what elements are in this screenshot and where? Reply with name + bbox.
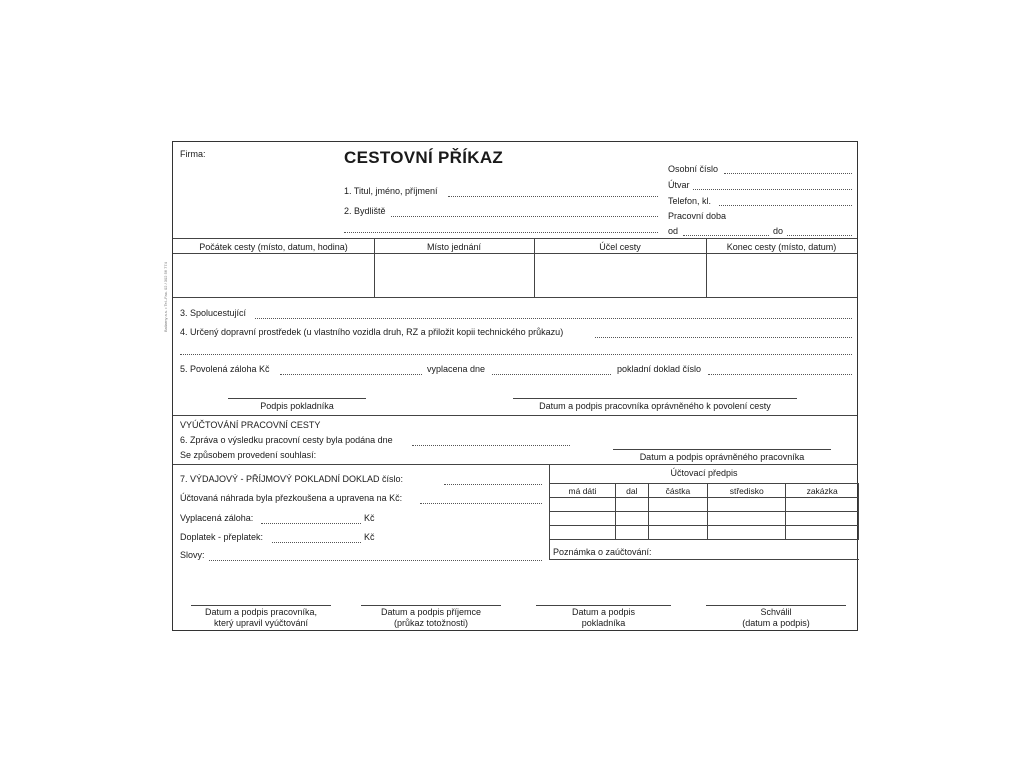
paid-on-label: vyplacena dne	[427, 364, 486, 374]
name-field[interactable]	[448, 196, 658, 197]
table-cell[interactable]	[708, 512, 786, 526]
divider	[173, 238, 857, 239]
signature-line	[706, 605, 846, 606]
cash-voucher-number-field[interactable]	[444, 484, 542, 485]
signature-line	[361, 605, 501, 606]
side-print-info: Baliarny a.s. • Tel.-Fax. 02 / 302 56 774	[163, 262, 168, 332]
report-label: 6. Zpráva o výsledku pracovní cesty byla podána dne	[180, 435, 393, 445]
journey-start-cell[interactable]	[174, 254, 373, 296]
surcharge-label: Doplatek - přeplatek:	[180, 532, 264, 542]
address-field-2[interactable]	[344, 232, 658, 233]
signature-label: Schválil	[760, 607, 792, 617]
working-hours-label: Pracovní doba	[668, 211, 727, 221]
table-row	[550, 498, 859, 512]
table-cell[interactable]	[615, 498, 648, 512]
phone-label: Telefon, kl.	[668, 196, 712, 206]
purpose-cell[interactable]	[535, 254, 705, 296]
in-words-label: Slovy:	[180, 550, 205, 560]
transport-field[interactable]	[595, 337, 852, 338]
approver-signature-label: Datum a podpis pracovníka oprávněného k povolení cesty	[539, 401, 771, 411]
column-header: zakázka	[786, 484, 859, 498]
to-field[interactable]	[787, 235, 852, 236]
accounting-heading: Účtovací předpis	[670, 468, 738, 478]
signature-label: který upravil vyúčtování	[213, 618, 309, 628]
signature-line	[191, 605, 331, 606]
column-header: má dáti	[550, 484, 616, 498]
table-row	[550, 526, 859, 540]
divider	[549, 559, 859, 560]
currency-label: Kč	[364, 532, 375, 542]
table-cell[interactable]	[648, 526, 707, 540]
column-header: Konec cesty (místo, datum)	[726, 242, 837, 252]
paid-on-field[interactable]	[492, 374, 611, 375]
table-cell[interactable]	[550, 498, 616, 512]
address-field[interactable]	[391, 216, 658, 217]
signature-label: pokladníka	[581, 618, 626, 628]
paid-advance-field[interactable]	[261, 523, 361, 524]
agreement-label: Se způsobem provedení souhlasí:	[180, 450, 317, 460]
transport-field-2[interactable]	[180, 354, 852, 355]
cashier-signature-label: Podpis pokladníka	[260, 401, 334, 411]
cash-doc-field[interactable]	[708, 374, 852, 375]
from-label: od	[668, 226, 679, 236]
paid-advance-label: Vyplacená záloha:	[180, 513, 254, 523]
signature-label: Datum a podpis pracovníka,	[204, 607, 318, 617]
table-cell[interactable]	[708, 498, 786, 512]
divider	[173, 464, 857, 465]
personal-number-label: Osobní číslo	[668, 164, 719, 174]
column-header: Místo jednání	[426, 242, 482, 252]
column-header: středisko	[708, 484, 786, 498]
table-row	[550, 512, 859, 526]
department-field[interactable]	[693, 189, 852, 190]
table-cell[interactable]	[786, 526, 859, 540]
column-header: Počátek cesty (místo, datum, hodina)	[199, 242, 348, 252]
table-cell[interactable]	[648, 512, 707, 526]
travel-order-form	[163, 141, 858, 631]
settlement-heading: VYÚČTOVÁNÍ PRACOVNÍ CESTY	[180, 420, 321, 430]
journey-end-cell[interactable]	[707, 254, 856, 296]
department-label: Útvar	[668, 180, 690, 190]
signature-line	[513, 398, 797, 399]
address-label: 2. Bydliště	[344, 206, 386, 216]
signature-label: Datum a podpis	[571, 607, 636, 617]
to-label: do	[773, 226, 784, 236]
table-cell[interactable]	[615, 526, 648, 540]
authorized-signature-label: Datum a podpis oprávněného pracovníka	[639, 452, 805, 462]
fellow-travellers-field[interactable]	[255, 318, 852, 319]
table-cell[interactable]	[550, 512, 616, 526]
phone-field[interactable]	[719, 205, 852, 206]
cash-doc-label: pokladní doklad číslo	[617, 364, 702, 374]
table-cell[interactable]	[786, 498, 859, 512]
table-cell[interactable]	[786, 512, 859, 526]
firma-label: Firma:	[180, 149, 206, 159]
name-label: 1. Titul, jméno, příjmení	[344, 186, 438, 196]
table-cell[interactable]	[648, 498, 707, 512]
currency-label: Kč	[364, 513, 375, 523]
reimbursement-label: Účtovaná náhrada byla přezkoušena a upravena na Kč:	[180, 493, 403, 503]
surcharge-field[interactable]	[272, 542, 361, 543]
personal-number-field[interactable]	[724, 173, 852, 174]
table-cell[interactable]	[550, 526, 616, 540]
in-words-field[interactable]	[209, 560, 542, 561]
advance-label: 5. Povolená záloha Kč	[180, 364, 270, 374]
table-cell[interactable]	[708, 526, 786, 540]
form-title: CESTOVNÍ PŘÍKAZ	[344, 148, 504, 167]
meeting-place-cell[interactable]	[375, 254, 533, 296]
from-field[interactable]	[683, 235, 769, 236]
signature-label: (datum a podpis)	[742, 618, 810, 628]
fellow-travellers-label: 3. Spolucestující	[180, 308, 247, 318]
cash-voucher-heading: 7. VÝDAJOVÝ - PŘÍJMOVÝ POKLADNÍ DOKLAD číslo:	[180, 474, 404, 484]
signature-label: (průkaz totožnosti)	[393, 618, 469, 628]
table-cell[interactable]	[615, 512, 648, 526]
signature-line	[613, 449, 831, 450]
divider	[173, 297, 857, 298]
transport-label: 4. Určený dopravní prostředek (u vlastního vozidla druh, RZ a přiložit kopii technického průkazu)	[180, 327, 564, 337]
divider	[173, 415, 857, 416]
accounting-table	[549, 483, 859, 540]
reimbursement-field[interactable]	[420, 503, 542, 504]
column-header: dal	[615, 484, 648, 498]
report-date-field[interactable]	[412, 445, 570, 446]
signature-line	[228, 398, 366, 399]
accounting-note-label: Poznámka o zaúčtování:	[553, 547, 652, 557]
table-header-row	[550, 484, 859, 498]
signature-label: Datum a podpis příjemce	[380, 607, 482, 617]
signature-line	[536, 605, 671, 606]
column-header: částka	[648, 484, 707, 498]
advance-field[interactable]	[280, 374, 422, 375]
column-header: Účel cesty	[599, 242, 641, 252]
